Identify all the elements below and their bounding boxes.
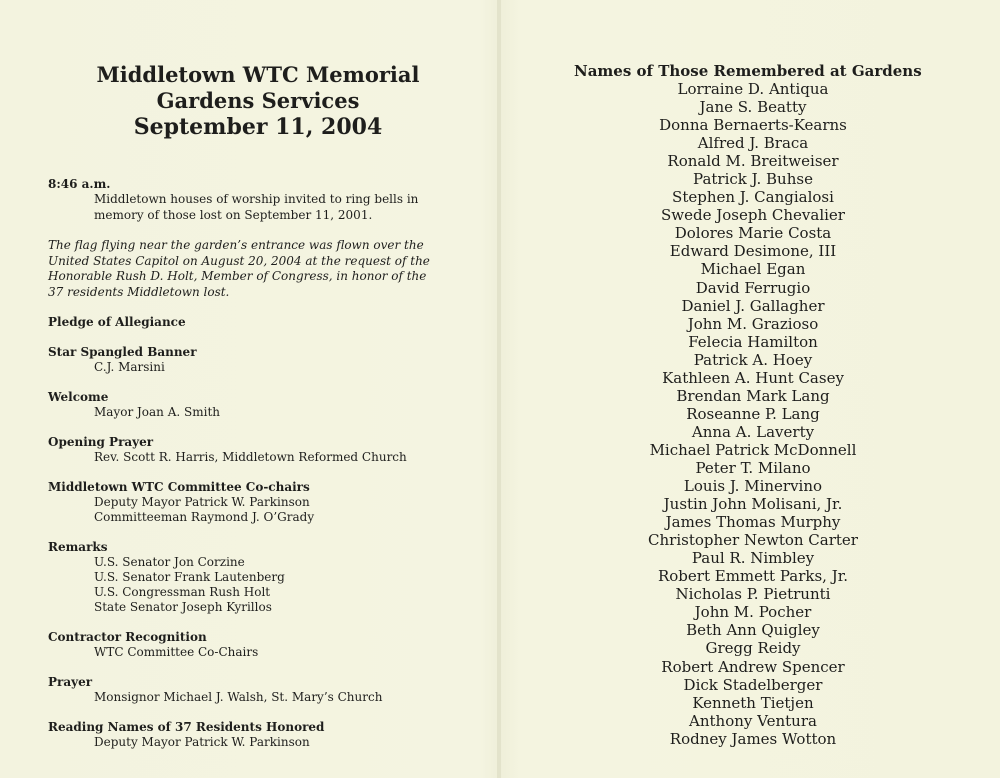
names-list (563, 80, 943, 748)
section-heading: Remarks (48, 540, 108, 554)
section-item: State Senator Joseph Kyrillos (94, 600, 272, 614)
remembered-name: David Ferrugio (695, 278, 811, 297)
section-heading: Middletown WTC Committee Co-chairs (48, 480, 310, 494)
remembered-name: Peter T. Milano (695, 458, 811, 477)
remembered-name: Roseanne P. Lang (686, 404, 820, 423)
remembered-name: Nicholas P. Pietrunti (675, 585, 831, 604)
remembered-name: Swede Joseph Chevalier (661, 206, 845, 225)
program-section (48, 630, 468, 660)
remembered-name: Brendan Mark Lang (676, 386, 830, 405)
remembered-name: Rodney James Wotton (669, 729, 837, 748)
program-section (48, 480, 468, 525)
program-sections (48, 315, 468, 750)
remembered-name: Robert Emmett Parks, Jr. (657, 567, 849, 586)
section-item: Deputy Mayor Patrick W. Parkinson (94, 495, 310, 509)
section-heading: Reading Names of 37 Residents Honored (48, 720, 325, 734)
remembered-name: Jane S. Beatty (699, 98, 807, 117)
section-item: Monsignor Michael J. Walsh, St. Mary’s Church (94, 690, 383, 704)
program-section (48, 390, 468, 420)
remembered-name: Donna Bernaerts-Kearns (659, 116, 847, 135)
section-heading: Star Spangled Banner (48, 345, 197, 359)
remembered-name: Anthony Ventura (689, 711, 817, 730)
remembered-name: Lorraine D. Antiqua (677, 80, 829, 98)
remembered-name: Stephen J. Cangialosi (672, 188, 834, 207)
section-item: Rev. Scott R. Harris, Middletown Reformed Church (94, 450, 407, 464)
remembered-name: Beth Ann Quigley (686, 621, 820, 640)
section-item: U.S. Senator Jon Corzine (94, 555, 245, 569)
section-item: U.S. Congressman Rush Holt (94, 585, 271, 599)
section-item: Deputy Mayor Patrick W. Parkinson (94, 735, 310, 749)
program-section (48, 435, 468, 465)
title-date: September 11, 2004 (133, 114, 383, 140)
section-item: WTC Committee Co-Chairs (94, 645, 259, 659)
bell-time: 8:46 a.m. (48, 177, 111, 191)
title-line-2: Gardens Services (156, 88, 360, 113)
remembered-name: Anna A. Laverty (691, 422, 815, 441)
remembered-name: Kenneth Tietjen (692, 693, 814, 712)
remembered-name: Dolores Marie Costa (674, 224, 832, 243)
section-item: Mayor Joan A. Smith (94, 405, 221, 419)
program-section (48, 345, 468, 375)
remembered-name: Christopher Newton Carter (648, 531, 858, 550)
remembered-name: John M. Grazioso (687, 314, 819, 333)
program-section (48, 720, 468, 750)
program-section (48, 540, 468, 615)
remembered-name: Kathleen A. Hunt Casey (662, 368, 844, 387)
remembered-name: John M. Pocher (694, 603, 812, 622)
section-heading: Pledge of Allegiance (48, 315, 186, 329)
program-title (34, 62, 482, 140)
section-item: C.J. Marsini (94, 360, 165, 374)
section-heading: Contractor Recognition (48, 630, 207, 644)
title-line-1: Middletown WTC Memorial (96, 62, 420, 87)
section-item: Committeeman Raymond J. O’Grady (94, 510, 315, 524)
remembered-name: Patrick A. Hoey (693, 350, 813, 369)
remembered-name: Alfred J. Braca (697, 134, 809, 153)
page-fold (497, 0, 501, 778)
remembered-name: Dick Stadelberger (683, 675, 823, 694)
left-panel (48, 62, 468, 750)
remembered-name: Gregg Reidy (705, 639, 801, 658)
section-heading: Welcome (48, 390, 109, 404)
remembered-name: Robert Andrew Spencer (661, 657, 845, 676)
bells-text: Middletown houses of worship invited to ring bells in memory of those lost on September 11, 2001. (94, 192, 419, 222)
right-panel (574, 62, 954, 748)
section-heading: Opening Prayer (48, 435, 154, 449)
section-heading: Prayer (48, 675, 93, 689)
remembered-name: Paul R. Nimbley (691, 549, 815, 568)
remembered-name: Patrick J. Buhse (693, 170, 813, 189)
section-item: U.S. Senator Frank Lautenberg (94, 570, 285, 584)
remembered-name: Michael Patrick McDonnell (649, 440, 857, 459)
remembered-name: Michael Egan (700, 260, 806, 279)
remembered-name: Ronald M. Breitweiser (667, 152, 839, 171)
program-section (48, 315, 468, 330)
remembered-name: Justin John Molisani, Jr. (663, 495, 843, 514)
remembered-name: James Thomas Murphy (665, 513, 841, 532)
remembered-name: Daniel J. Gallagher (681, 296, 825, 315)
names-title: Names of Those Remembered at Gardens (574, 62, 922, 80)
program-section (48, 675, 468, 705)
remembered-name: Edward Desimone, III (669, 242, 837, 261)
remembered-name: Louis J. Minervino (683, 477, 823, 496)
flag-note: The flag flying near the garden’s entrance was flown over the United States Capitol on August 20, 2004 at the request of the Honorable Rush D. Holt, Member of Congress, in honor of the 37 residents Middletown lost. (48, 238, 430, 299)
remembered-name: Felecia Hamilton (688, 332, 818, 351)
